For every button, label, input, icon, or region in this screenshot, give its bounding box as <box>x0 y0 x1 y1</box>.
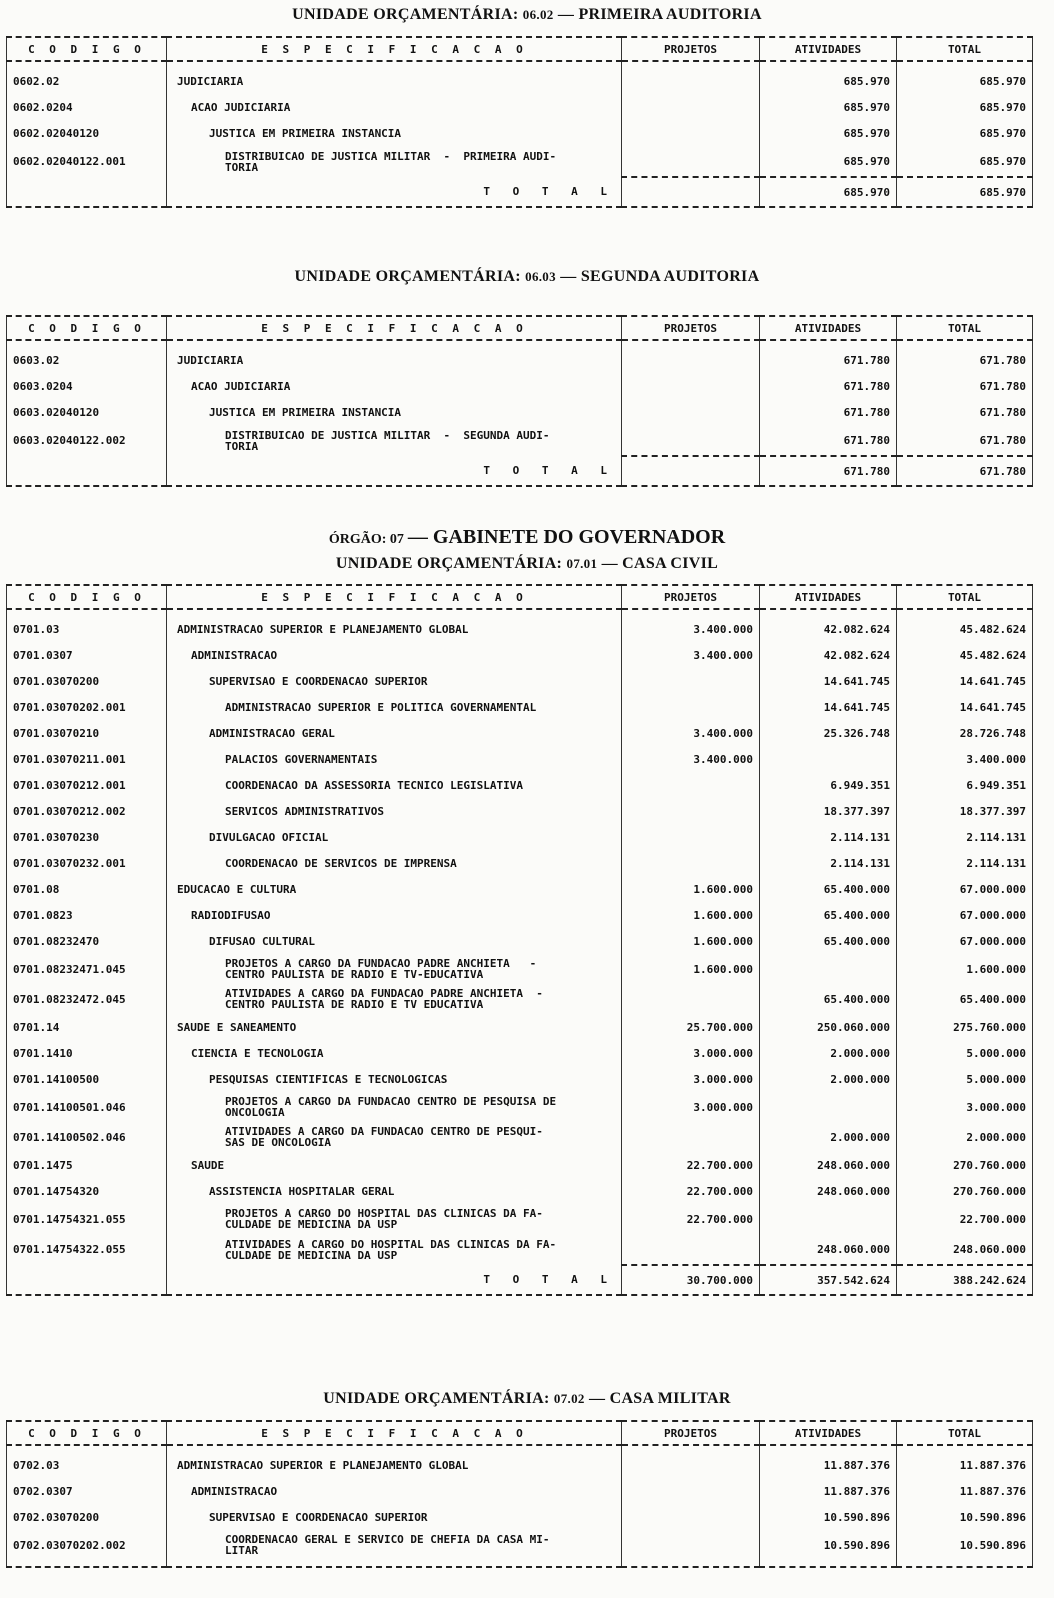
atividades-cell: 671.780 <box>760 347 897 373</box>
table-header <box>7 316 1033 340</box>
col-header-especificacao: E S P E C I F I C A C A O <box>167 585 622 609</box>
table-row <box>7 1040 1033 1066</box>
projetos-cell: 3.400.000 <box>622 642 760 668</box>
total-atividades: 685.970 <box>760 177 897 207</box>
codigo-cell: 0603.02040120 <box>7 399 167 425</box>
especificacao-cell: JUSTICA EM PRIMEIRA INSTANCIA <box>167 120 622 146</box>
col-header-especificacao: E S P E C I F I C A C A O <box>167 37 622 61</box>
col-header-projetos: PROJETOS <box>622 316 760 340</box>
codigo-cell: 0701.08232470 <box>7 928 167 954</box>
atividades-cell: 14.641.745 <box>760 694 897 720</box>
especificacao-cell: RADIODIFUSAO <box>167 902 622 928</box>
total-total: 388.242.624 <box>897 1265 1033 1295</box>
atividades-cell: 6.949.351 <box>760 772 897 798</box>
especificacao-cell: DIVULGACAO OFICIAL <box>167 824 622 850</box>
atividades-cell: 2.000.000 <box>760 1066 897 1092</box>
codigo-cell: 0602.02040122.001 <box>7 146 167 177</box>
especificacao-cell: ACAO JUDICIARIA <box>167 373 622 399</box>
total-cell: 45.482.624 <box>897 642 1033 668</box>
projetos-cell <box>622 1504 760 1530</box>
especificacao-cell: ACAO JUDICIARIA <box>167 94 622 120</box>
projetos-cell <box>622 668 760 694</box>
atividades-cell: 25.326.748 <box>760 720 897 746</box>
especificacao-cell: COORDENACAO DA ASSESSORIA TECNICO LEGISLATIVA <box>167 772 622 798</box>
codigo-cell: 0603.02040122.002 <box>7 425 167 456</box>
projetos-cell: 3.000.000 <box>622 1066 760 1092</box>
total-cell: 2.114.131 <box>897 850 1033 876</box>
projetos-cell <box>622 1478 760 1504</box>
atividades-cell: 250.060.000 <box>760 1014 897 1040</box>
codigo-cell: 0602.02 <box>7 68 167 94</box>
atividades-cell: 10.590.896 <box>760 1504 897 1530</box>
especificacao-cell: DISTRIBUICAO DE JUSTICA MILITAR - SEGUNDA AUDI- TORIA <box>167 425 622 456</box>
total-cell: 65.400.000 <box>897 984 1033 1014</box>
especificacao-cell: SUPERVISAO E COORDENACAO SUPERIOR <box>167 1504 622 1530</box>
codigo-cell: 0701.03070232.001 <box>7 850 167 876</box>
atividades-cell: 42.082.624 <box>760 616 897 642</box>
atividades-cell: 2.114.131 <box>760 850 897 876</box>
especificacao-cell: ATIVIDADES A CARGO DA FUNDACAO PADRE ANCHIETA - CENTRO PAULISTA DE RADIO E TV EDUCATIVA <box>167 984 622 1014</box>
table-row <box>7 824 1033 850</box>
codigo-cell: 0701.03070202.001 <box>7 694 167 720</box>
codigo-cell: 0701.03070212.002 <box>7 798 167 824</box>
codigo-cell: 0702.0307 <box>7 1478 167 1504</box>
table-row <box>7 954 1033 984</box>
codigo-cell: 0701.14 <box>7 1014 167 1040</box>
especificacao-cell: COORDENACAO GERAL E SERVICO DE CHEFIA DA CASA MI- LITAR <box>167 1530 622 1560</box>
table-header <box>7 585 1033 609</box>
table-row <box>7 94 1033 120</box>
table-row <box>7 399 1033 425</box>
table-row <box>7 694 1033 720</box>
table-header <box>7 1421 1033 1445</box>
total-cell: 11.887.376 <box>897 1478 1033 1504</box>
atividades-cell: 685.970 <box>760 146 897 177</box>
unit-title: UNIDADE ORÇAMENTÁRIA: 07.01 — CASA CIVIL <box>335 555 719 572</box>
total-cell: 3.400.000 <box>897 746 1033 772</box>
projetos-cell <box>622 94 760 120</box>
especificacao-cell: PROJETOS A CARGO DA FUNDACAO PADRE ANCHIETA - CENTRO PAULISTA DE RADIO E TV-EDUCATIVA <box>167 954 622 984</box>
projetos-cell: 3.000.000 <box>622 1040 760 1066</box>
table-row <box>7 668 1033 694</box>
atividades-cell: 14.641.745 <box>760 668 897 694</box>
col-header-total: TOTAL <box>897 1421 1033 1445</box>
atividades-cell: 248.060.000 <box>760 1234 897 1265</box>
total-cell: 14.641.745 <box>897 668 1033 694</box>
codigo-cell: 0701.0307 <box>7 642 167 668</box>
codigo-cell: 0701.03070210 <box>7 720 167 746</box>
total-cell: 1.600.000 <box>897 954 1033 984</box>
table-row <box>7 68 1033 94</box>
projetos-cell: 22.700.000 <box>622 1204 760 1234</box>
especificacao-cell: ADMINISTRACAO SUPERIOR E PLANEJAMENTO GLOBAL <box>167 1452 622 1478</box>
especificacao-cell: PROJETOS A CARGO DA FUNDACAO CENTRO DE PESQUISA DE ONCOLOGIA <box>167 1092 622 1122</box>
table-row <box>7 1234 1033 1265</box>
projetos-cell <box>622 1452 760 1478</box>
projetos-cell <box>622 68 760 94</box>
col-header-atividades: ATIVIDADES <box>760 37 897 61</box>
atividades-cell: 685.970 <box>760 120 897 146</box>
table-row <box>7 1066 1033 1092</box>
especificacao-cell: ADMINISTRACAO SUPERIOR E PLANEJAMENTO GLOBAL <box>167 616 622 642</box>
table-row <box>7 1204 1033 1234</box>
atividades-cell: 65.400.000 <box>760 876 897 902</box>
total-cell: 11.887.376 <box>897 1452 1033 1478</box>
especificacao-cell: CIENCIA E TECNOLOGIA <box>167 1040 622 1066</box>
codigo-cell: 0701.03 <box>7 616 167 642</box>
budget-table <box>6 36 1033 208</box>
total-atividades: 357.542.624 <box>760 1265 897 1295</box>
codigo-cell: 0602.02040120 <box>7 120 167 146</box>
projetos-cell <box>622 425 760 456</box>
especificacao-cell: SUPERVISAO E COORDENACAO SUPERIOR <box>167 668 622 694</box>
atividades-cell: 671.780 <box>760 399 897 425</box>
total-projetos <box>622 177 760 207</box>
especificacao-cell: SAUDE <box>167 1152 622 1178</box>
total-cell: 685.970 <box>897 68 1033 94</box>
atividades-cell: 671.780 <box>760 425 897 456</box>
atividades-cell: 2.114.131 <box>760 824 897 850</box>
especificacao-cell: JUDICIARIA <box>167 68 622 94</box>
total-cell: 248.060.000 <box>897 1234 1033 1265</box>
table-header <box>7 37 1033 61</box>
projetos-cell: 3.400.000 <box>622 616 760 642</box>
projetos-cell: 22.700.000 <box>622 1152 760 1178</box>
col-header-atividades: ATIVIDADES <box>760 1421 897 1445</box>
projetos-cell <box>622 120 760 146</box>
atividades-cell: 18.377.397 <box>760 798 897 824</box>
total-cell: 67.000.000 <box>897 928 1033 954</box>
projetos-cell <box>622 146 760 177</box>
table-row <box>7 373 1033 399</box>
table-row <box>7 984 1033 1014</box>
total-row <box>7 456 1033 486</box>
projetos-cell: 1.600.000 <box>622 902 760 928</box>
total-projetos: 30.700.000 <box>622 1265 760 1295</box>
total-cell: 2.114.131 <box>897 824 1033 850</box>
codigo-cell: 0701.14754322.055 <box>7 1234 167 1265</box>
total-label: T O T A L <box>167 177 622 207</box>
especificacao-cell: PALACIOS GOVERNAMENTAIS <box>167 746 622 772</box>
total-cell: 671.780 <box>897 399 1033 425</box>
table-row <box>7 876 1033 902</box>
projetos-cell <box>622 694 760 720</box>
total-cell: 2.000.000 <box>897 1122 1033 1152</box>
total-cell: 685.970 <box>897 146 1033 177</box>
total-cell: 5.000.000 <box>897 1066 1033 1092</box>
atividades-cell: 42.082.624 <box>760 642 897 668</box>
codigo-cell: 0701.03070212.001 <box>7 772 167 798</box>
total-atividades: 671.780 <box>760 456 897 486</box>
atividades-cell: 11.887.376 <box>760 1452 897 1478</box>
atividades-cell: 685.970 <box>760 94 897 120</box>
projetos-cell: 3.400.000 <box>622 746 760 772</box>
col-header-total: TOTAL <box>897 316 1033 340</box>
total-cell: 6.949.351 <box>897 772 1033 798</box>
projetos-cell <box>622 347 760 373</box>
especificacao-cell: JUDICIARIA <box>167 347 622 373</box>
atividades-cell <box>760 1092 897 1122</box>
total-total: 685.970 <box>897 177 1033 207</box>
total-projetos <box>622 456 760 486</box>
codigo-cell: 0701.08232472.045 <box>7 984 167 1014</box>
codigo-cell: 0701.03070230 <box>7 824 167 850</box>
orgao-title: ÓRGÃO: 07 — GABINETE DO GOVERNADOR <box>328 526 726 548</box>
especificacao-cell: ASSISTENCIA HOSPITALAR GERAL <box>167 1178 622 1204</box>
codigo-cell: 0602.0204 <box>7 94 167 120</box>
projetos-cell <box>622 399 760 425</box>
codigo-cell: 0701.08 <box>7 876 167 902</box>
table-row <box>7 1530 1033 1560</box>
especificacao-cell: ATIVIDADES A CARGO DO HOSPITAL DAS CLINICAS DA FA- CULDADE DE MEDICINA DA USP <box>167 1234 622 1265</box>
especificacao-cell: ADMINISTRACAO SUPERIOR E POLITICA GOVERNAMENTAL <box>167 694 622 720</box>
total-label: T O T A L <box>167 1265 622 1295</box>
projetos-cell <box>622 772 760 798</box>
atividades-cell: 65.400.000 <box>760 928 897 954</box>
table-row <box>7 1122 1033 1152</box>
total-cell: 275.760.000 <box>897 1014 1033 1040</box>
projetos-cell: 3.400.000 <box>622 720 760 746</box>
table-row <box>7 1014 1033 1040</box>
especificacao-cell: COORDENACAO DE SERVICOS DE IMPRENSA <box>167 850 622 876</box>
atividades-cell: 2.000.000 <box>760 1122 897 1152</box>
atividades-cell: 248.060.000 <box>760 1152 897 1178</box>
col-header-projetos: PROJETOS <box>622 37 760 61</box>
atividades-cell <box>760 746 897 772</box>
col-header-codigo: C O D I G O <box>7 585 167 609</box>
projetos-cell: 22.700.000 <box>622 1178 760 1204</box>
projetos-cell: 3.000.000 <box>622 1092 760 1122</box>
codigo-cell: 0701.03070211.001 <box>7 746 167 772</box>
codigo-cell: 0701.14100501.046 <box>7 1092 167 1122</box>
table-row <box>7 928 1033 954</box>
atividades-cell: 671.780 <box>760 373 897 399</box>
projetos-cell <box>622 373 760 399</box>
projetos-cell: 1.600.000 <box>622 876 760 902</box>
especificacao-cell: JUSTICA EM PRIMEIRA INSTANCIA <box>167 399 622 425</box>
atividades-cell <box>760 1204 897 1234</box>
especificacao-cell: ADMINISTRACAO GERAL <box>167 720 622 746</box>
total-cell: 671.780 <box>897 347 1033 373</box>
total-cell: 67.000.000 <box>897 902 1033 928</box>
total-cell: 671.780 <box>897 373 1033 399</box>
table-row <box>7 425 1033 456</box>
total-row <box>7 177 1033 207</box>
codigo-cell: 0701.0823 <box>7 902 167 928</box>
budget-table <box>6 315 1033 487</box>
budget-table <box>6 1420 1033 1568</box>
col-header-atividades: ATIVIDADES <box>760 316 897 340</box>
atividades-cell: 10.590.896 <box>760 1530 897 1560</box>
table-row <box>7 850 1033 876</box>
col-header-total: TOTAL <box>897 37 1033 61</box>
total-cell: 3.000.000 <box>897 1092 1033 1122</box>
codigo-cell: 0701.14100500 <box>7 1066 167 1092</box>
table-row <box>7 146 1033 177</box>
table-row <box>7 347 1033 373</box>
unit-title: UNIDADE ORÇAMENTÁRIA: 06.03 — SEGUNDA AUDITORIA <box>294 268 760 285</box>
col-header-especificacao: E S P E C I F I C A C A O <box>167 316 622 340</box>
codigo-cell: 0702.03 <box>7 1452 167 1478</box>
col-header-total: TOTAL <box>897 585 1033 609</box>
total-cell: 18.377.397 <box>897 798 1033 824</box>
especificacao-cell: DIFUSAO CULTURAL <box>167 928 622 954</box>
col-header-codigo: C O D I G O <box>7 37 167 61</box>
codigo-cell: 0701.14754320 <box>7 1178 167 1204</box>
atividades-cell: 2.000.000 <box>760 1040 897 1066</box>
total-cell: 10.590.896 <box>897 1504 1033 1530</box>
especificacao-cell: DISTRIBUICAO DE JUSTICA MILITAR - PRIMEIRA AUDI- TORIA <box>167 146 622 177</box>
total-cell: 685.970 <box>897 94 1033 120</box>
table-row <box>7 1092 1033 1122</box>
table-row <box>7 1452 1033 1478</box>
col-header-codigo: C O D I G O <box>7 1421 167 1445</box>
table-row <box>7 616 1033 642</box>
col-header-codigo: C O D I G O <box>7 316 167 340</box>
projetos-cell: 1.600.000 <box>622 928 760 954</box>
especificacao-cell: ADMINISTRACAO <box>167 642 622 668</box>
codigo-cell: 0702.03070200 <box>7 1504 167 1530</box>
unit-title: UNIDADE ORÇAMENTÁRIA: 06.02 — PRIMEIRA AUDITORIA <box>292 6 762 23</box>
especificacao-cell: PESQUISAS CIENTIFICAS E TECNOLOGICAS <box>167 1066 622 1092</box>
codigo-cell: 0701.1475 <box>7 1152 167 1178</box>
codigo-cell: 0701.1410 <box>7 1040 167 1066</box>
total-cell: 22.700.000 <box>897 1204 1033 1234</box>
total-cell: 5.000.000 <box>897 1040 1033 1066</box>
projetos-cell <box>622 824 760 850</box>
total-label: T O T A L <box>167 456 622 486</box>
total-cell: 270.760.000 <box>897 1178 1033 1204</box>
atividades-cell: 65.400.000 <box>760 902 897 928</box>
projetos-cell <box>622 1530 760 1560</box>
total-cell: 45.482.624 <box>897 616 1033 642</box>
codigo-cell: 0701.14754321.055 <box>7 1204 167 1234</box>
budget-table <box>6 584 1033 1296</box>
table-row <box>7 902 1033 928</box>
table-row <box>7 720 1033 746</box>
projetos-cell <box>622 850 760 876</box>
codigo-cell: 0702.03070202.002 <box>7 1530 167 1560</box>
total-cell: 14.641.745 <box>897 694 1033 720</box>
table-row <box>7 798 1033 824</box>
total-row <box>7 1265 1033 1295</box>
projetos-cell <box>622 1234 760 1265</box>
codigo-cell: 0701.08232471.045 <box>7 954 167 984</box>
total-cell: 10.590.896 <box>897 1530 1033 1560</box>
projetos-cell <box>622 1122 760 1152</box>
table-row <box>7 1178 1033 1204</box>
total-cell: 67.000.000 <box>897 876 1033 902</box>
projetos-cell: 25.700.000 <box>622 1014 760 1040</box>
codigo-cell: 0701.03070200 <box>7 668 167 694</box>
codigo-cell: 0603.02 <box>7 347 167 373</box>
atividades-cell: 248.060.000 <box>760 1178 897 1204</box>
atividades-cell: 685.970 <box>760 68 897 94</box>
total-cell: 685.970 <box>897 120 1033 146</box>
codigo-cell: 0701.14100502.046 <box>7 1122 167 1152</box>
atividades-cell: 65.400.000 <box>760 984 897 1014</box>
total-cell: 28.726.748 <box>897 720 1033 746</box>
projetos-cell <box>622 984 760 1014</box>
total-cell: 671.780 <box>897 425 1033 456</box>
especificacao-cell: PROJETOS A CARGO DO HOSPITAL DAS CLINICAS DA FA- CULDADE DE MEDICINA DA USP <box>167 1204 622 1234</box>
col-header-projetos: PROJETOS <box>622 1421 760 1445</box>
especificacao-cell: ADMINISTRACAO <box>167 1478 622 1504</box>
table-row <box>7 120 1033 146</box>
table-row <box>7 642 1033 668</box>
especificacao-cell: ATIVIDADES A CARGO DA FUNDACAO CENTRO DE PESQUI- SAS DE ONCOLOGIA <box>167 1122 622 1152</box>
projetos-cell: 1.600.000 <box>622 954 760 984</box>
especificacao-cell: SERVICOS ADMINISTRATIVOS <box>167 798 622 824</box>
col-header-atividades: ATIVIDADES <box>760 585 897 609</box>
col-header-especificacao: E S P E C I F I C A C A O <box>167 1421 622 1445</box>
table-row <box>7 1504 1033 1530</box>
table-row <box>7 746 1033 772</box>
especificacao-cell: EDUCACAO E CULTURA <box>167 876 622 902</box>
table-row <box>7 1478 1033 1504</box>
atividades-cell <box>760 954 897 984</box>
col-header-projetos: PROJETOS <box>622 585 760 609</box>
table-row <box>7 1152 1033 1178</box>
table-row <box>7 772 1033 798</box>
especificacao-cell: SAUDE E SANEAMENTO <box>167 1014 622 1040</box>
unit-title: UNIDADE ORÇAMENTÁRIA: 07.02 — CASA MILITAR <box>323 1390 731 1407</box>
projetos-cell <box>622 798 760 824</box>
total-cell: 270.760.000 <box>897 1152 1033 1178</box>
atividades-cell: 11.887.376 <box>760 1478 897 1504</box>
total-total: 671.780 <box>897 456 1033 486</box>
codigo-cell: 0603.0204 <box>7 373 167 399</box>
